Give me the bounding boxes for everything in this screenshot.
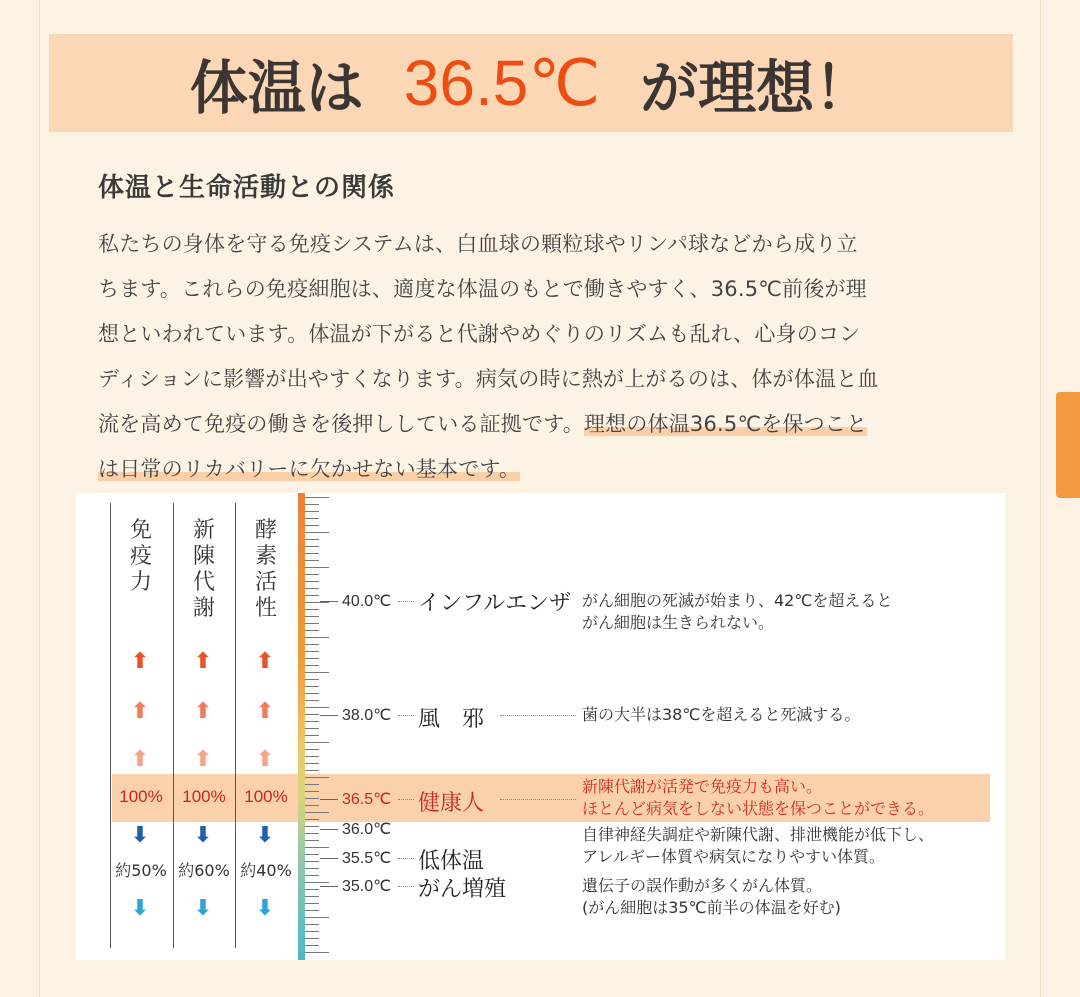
thermometer-tick [305, 868, 319, 869]
thermometer-tick [305, 693, 319, 694]
arrow-up-icon: ⬆ [193, 699, 213, 724]
arrow-up-icon: ⬆ [130, 699, 150, 724]
thermometer-tick [305, 924, 319, 925]
description-line: アレルギー体質や病気になりやすい体質。 [582, 847, 885, 866]
temp-marker [320, 886, 338, 887]
temp-marker [320, 799, 338, 800]
thermometer-tick [305, 826, 319, 827]
thermometer-tick [305, 686, 319, 687]
temp-label: 40.0℃ [342, 593, 392, 610]
thermometer-tick [305, 581, 319, 582]
thermometer-tick [305, 539, 319, 540]
thermometer-bar [298, 493, 305, 960]
description-line: 新陳代謝が活発で免疫力も高い。 [582, 777, 823, 796]
temp-marker [320, 715, 338, 716]
description-line: ほとんど病気をしない状態を保つことができる。 [582, 799, 935, 818]
temp-label: 36.5℃ [342, 791, 392, 808]
paragraph-line [98, 404, 998, 449]
temp-label: 36.0℃ [342, 821, 392, 838]
thermometer-tick [305, 777, 329, 778]
thermometer-tick [305, 910, 319, 911]
temp-label: 38.0℃ [342, 707, 392, 724]
thermometer-tick [305, 896, 319, 897]
leader-dots [398, 601, 414, 602]
arrow-down-icon: ⬇ [255, 823, 275, 848]
paragraph-line: ディションに影響が出やすくなります。病気の時に熱が上がるのは、体が体温と血 [98, 367, 879, 391]
thermometer-tick [305, 854, 319, 855]
condition-description [582, 875, 841, 919]
column-divider [235, 503, 236, 948]
thermometer-tick [305, 623, 319, 624]
paragraph-text: 流を高めて免疫の働きを後押ししている証拠です。 [98, 412, 584, 436]
thermometer-tick [305, 595, 319, 596]
arrow-up-icon: ⬆ [255, 649, 275, 674]
arrow-up-icon: ⬆ [255, 747, 275, 772]
thermometer-tick [305, 791, 319, 792]
thermometer-tick [305, 567, 329, 568]
title-prefix: 体温は [189, 54, 364, 122]
column-header-immunity: 免疫力 [129, 518, 152, 595]
arrow-down-icon: ⬇ [193, 896, 213, 921]
description-line: 遺伝子の誤作動が多くがん体質。 [582, 876, 823, 895]
description-line: がん細胞は生きられない。 [582, 613, 775, 632]
left-page-edge [0, 0, 40, 997]
leader-dots [398, 799, 414, 800]
thermometer-tick [305, 819, 319, 820]
thermometer-tick [305, 665, 319, 666]
temp-marker [320, 829, 338, 830]
paragraph-line: 私たちの身体を守る免疫システムは、白血球の顆粒球やリンパ球などから成り立 [98, 232, 858, 256]
highlighted-text: は日常のリカバリーに欠かせない基本です。 [98, 457, 521, 481]
thermometer-tick [305, 763, 319, 764]
paragraph-line: ちます。これらの免疫細胞は、適度な体温のもとで働きやすく、36.5℃前後が理 [98, 277, 867, 301]
thermometer-tick [305, 630, 319, 631]
paragraph-line: 想といわれています。体温が下がると代謝やめぐりのリズムも乱れ、心身のコン [98, 322, 861, 346]
arrow-down-icon: ⬇ [130, 896, 150, 921]
thermometer-tick [305, 728, 319, 729]
temp-label: 35.5℃ [342, 850, 392, 867]
percent-normal: 100% [244, 787, 288, 806]
thermometer-tick [305, 609, 319, 610]
thermometer-tick [305, 560, 319, 561]
thermometer-tick [305, 770, 319, 771]
condition-description [582, 776, 934, 820]
condition-label: がん増殖 [418, 877, 507, 902]
condition-label: 低体温 [418, 849, 485, 874]
thermometer-tick [305, 749, 319, 750]
thermometer-tick [305, 931, 319, 932]
thermometer-tick [305, 532, 329, 533]
column-divider [173, 503, 174, 948]
percent-normal: 100% [182, 787, 226, 806]
arrow-up-icon: ⬆ [130, 649, 150, 674]
thermometer-tick [305, 938, 319, 939]
thermometer-tick [305, 553, 319, 554]
title-suffix: が理想！ [640, 54, 873, 122]
column-header-enzyme: 酵素活性 [254, 518, 277, 621]
column-header-metabolism: 新陳代謝 [192, 518, 215, 621]
thermometer-tick [305, 917, 329, 918]
thermometer-tick [305, 511, 319, 512]
arrow-up-icon: ⬆ [130, 747, 150, 772]
leader-dots [398, 858, 414, 859]
thermometer-tick [305, 588, 319, 589]
thermometer-tick [305, 651, 319, 652]
temp-label: 35.0℃ [342, 878, 392, 895]
thermometer-tick [305, 714, 319, 715]
thermometer-tick [305, 882, 329, 883]
description-line: 菌の大半は38℃を超えると死滅する。 [582, 705, 861, 724]
description-line: がん細胞の死滅が始まり、42℃を超えると [582, 591, 893, 610]
page-title [49, 34, 1013, 132]
thermometer-tick [305, 742, 329, 743]
temp-marker [320, 858, 338, 859]
percent-normal: 100% [119, 787, 163, 806]
arrow-down-icon: ⬇ [193, 823, 213, 848]
thermometer-tick [305, 700, 319, 701]
title-highlight-temperature: 36.5℃ [403, 46, 601, 119]
column-divider [110, 503, 111, 948]
thermometer-tick [305, 658, 319, 659]
arrow-up-icon: ⬆ [255, 699, 275, 724]
thermometer-tick [305, 518, 319, 519]
thermometer-tick [305, 903, 319, 904]
condition-label: インフルエンザ [418, 591, 572, 616]
thermometer-tick [305, 784, 319, 785]
thermometer-tick [305, 861, 319, 862]
thermometer-ticks [305, 493, 331, 960]
thermometer-tick [305, 945, 319, 946]
leader-dots [398, 886, 414, 887]
thermometer-tick [305, 756, 319, 757]
thermometer-tick [305, 679, 319, 680]
thermometer-tick [305, 672, 329, 673]
leader-dots [500, 799, 576, 800]
thermometer-tick [305, 504, 319, 505]
description-line: (がん細胞は35℃前半の体温を好む) [582, 898, 841, 917]
thermometer-tick [305, 721, 319, 722]
leader-dots [398, 715, 414, 716]
thermometer-tick [305, 707, 329, 708]
thermometer-tick [305, 525, 319, 526]
thermometer-tick [305, 833, 319, 834]
right-page-edge [1040, 0, 1080, 997]
thermometer-tick [305, 889, 319, 890]
percent-low: 約50% [115, 861, 167, 880]
thermometer-tick [305, 735, 319, 736]
thermometer-tick [305, 812, 329, 813]
temp-marker [320, 601, 338, 602]
condition-label: 風 邪 [418, 707, 485, 732]
percent-low: 約60% [178, 861, 230, 880]
thermometer-tick [305, 798, 319, 799]
thermometer-tick [305, 875, 319, 876]
thermometer-tick [305, 637, 329, 638]
thermometer-tick [305, 952, 329, 953]
thermometer-tick [305, 546, 319, 547]
thermometer-tick [305, 497, 329, 498]
arrow-up-icon: ⬆ [193, 649, 213, 674]
paragraph-line [98, 449, 998, 494]
condition-description [582, 590, 892, 634]
condition-description [582, 824, 934, 868]
arrow-down-icon: ⬇ [255, 896, 275, 921]
thermometer-tick [305, 840, 319, 841]
leader-dots [500, 715, 576, 716]
section-heading: 体温と生命活動との関係 [98, 173, 396, 203]
description-line: 自律神経失調症や新陳代謝、排泄機能が低下し、 [582, 825, 935, 844]
arrow-up-icon: ⬆ [193, 747, 213, 772]
arrow-down-icon: ⬇ [130, 823, 150, 848]
thermometer-tick [305, 847, 329, 848]
thermometer-tick [305, 616, 319, 617]
thermometer-tick [305, 574, 319, 575]
body-paragraph [98, 224, 998, 494]
condition-description [582, 704, 860, 726]
side-tab[interactable] [1056, 392, 1080, 498]
thermometer-tick [305, 644, 319, 645]
condition-label: 健康人 [418, 791, 485, 816]
thermometer-tick [305, 602, 329, 603]
highlighted-text: 理想の体温36.5℃を保つこと [583, 412, 868, 436]
percent-low: 約40% [240, 861, 292, 880]
thermometer-tick [305, 805, 319, 806]
